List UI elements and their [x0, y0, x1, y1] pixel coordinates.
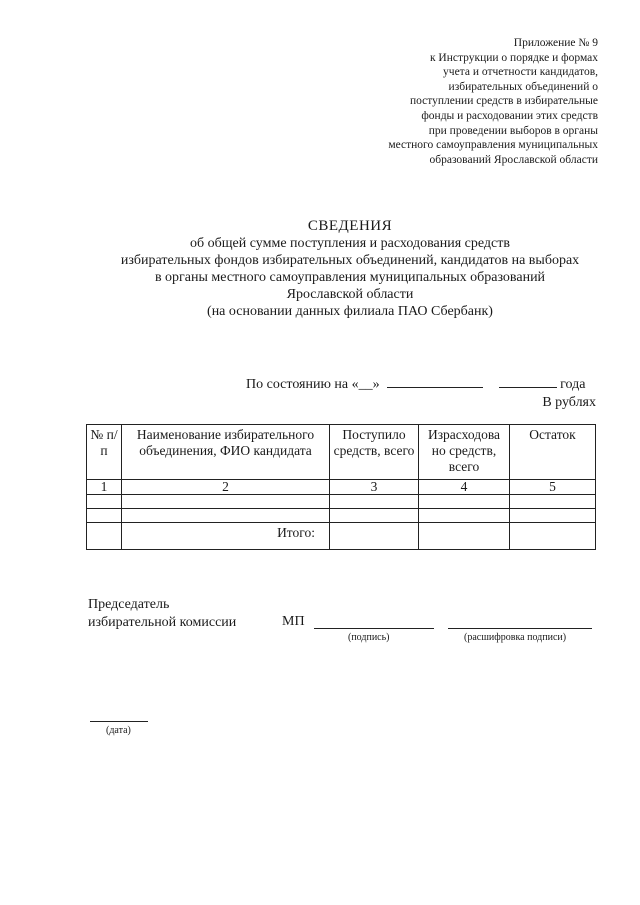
appendix-line: к Инструкции о порядке и формах [429, 51, 598, 64]
column-number-cell: 3 [330, 480, 419, 495]
decoding-line[interactable] [448, 628, 592, 629]
currency-units: В рублях [542, 395, 596, 410]
table-cell[interactable] [330, 495, 419, 509]
appendix-line: Приложение № 9 [513, 37, 598, 49]
table-cell[interactable] [122, 495, 330, 509]
title-line: Ярославской области [286, 287, 414, 302]
appendix-line: местного самоуправления муниципальных [388, 139, 598, 152]
column-number-cell: 4 [419, 480, 510, 495]
date-line[interactable] [90, 721, 148, 722]
appendix-line: избирательных объединений о [448, 80, 598, 93]
appendix-line: учета и отчетности кандидатов, [443, 66, 598, 79]
signature-line[interactable] [314, 628, 434, 629]
appendix-line: фонды и расходовании этих средств [421, 109, 598, 122]
as-of-date-line [246, 375, 598, 393]
table-cell[interactable] [87, 509, 122, 523]
total-received-cell[interactable] [330, 523, 419, 550]
table-cell[interactable] [510, 495, 596, 509]
appendix-line: поступлении средств в избирательные [409, 95, 598, 108]
report-table [86, 424, 596, 550]
header-spent: Израсходова но средств, всего [419, 425, 510, 480]
header-balance: Остаток [510, 425, 596, 480]
title-main: СВЕДЕНИЯ [307, 218, 393, 234]
chairman-label [88, 596, 236, 632]
header-number: № п/п [87, 425, 122, 480]
as-of-prefix: По состоянию на «__» [246, 377, 380, 392]
table-row [87, 495, 596, 509]
chairman-line-1: Председатель [88, 597, 170, 612]
appendix-line: образований Ярославской области [429, 153, 598, 166]
as-of-suffix: года [560, 377, 586, 392]
decoding-caption: (расшифровка подписи) [464, 632, 567, 643]
table-cell[interactable] [87, 495, 122, 509]
signature-caption: (подпись) [348, 632, 390, 643]
table-row [87, 509, 596, 523]
title-line: (на основании данных филиала ПАО Сбербанк) [207, 304, 493, 319]
column-number-cell: 2 [122, 480, 330, 495]
header-name: Наименование избирательного объединения, ФИО кандидата [122, 425, 330, 480]
chairman-line-2: избирательной комиссии [88, 615, 237, 630]
title-line: избирательных фондов избирательных объединений, кандидатов на выборах [120, 253, 580, 268]
table-total-row [87, 523, 596, 550]
stamp-place-label: МП [282, 614, 305, 629]
total-label: Итого: [122, 523, 330, 550]
year-blank[interactable] [499, 375, 557, 388]
header-received: Поступило средств, всего [330, 425, 419, 480]
total-spent-cell[interactable] [419, 523, 510, 550]
total-balance-cell[interactable] [510, 523, 596, 550]
table-cell[interactable] [419, 509, 510, 523]
date-caption: (дата) [106, 725, 131, 736]
document-title [60, 218, 640, 320]
appendix-header [338, 36, 598, 167]
table-cell[interactable] [510, 509, 596, 523]
title-line: в органы местного самоуправления муниципальных образований [154, 270, 546, 285]
table-cell[interactable] [330, 509, 419, 523]
table-header-row [87, 425, 596, 480]
table-cell[interactable] [419, 495, 510, 509]
appendix-line: при проведении выборов в органы [428, 124, 598, 137]
total-number-cell [87, 523, 122, 550]
month-blank[interactable] [387, 375, 483, 388]
table-cell[interactable] [122, 509, 330, 523]
table-number-row [87, 480, 596, 495]
title-line: об общей сумме поступления и расходования средств [190, 236, 510, 251]
column-number-cell: 1 [87, 480, 122, 495]
column-number-cell: 5 [510, 480, 596, 495]
